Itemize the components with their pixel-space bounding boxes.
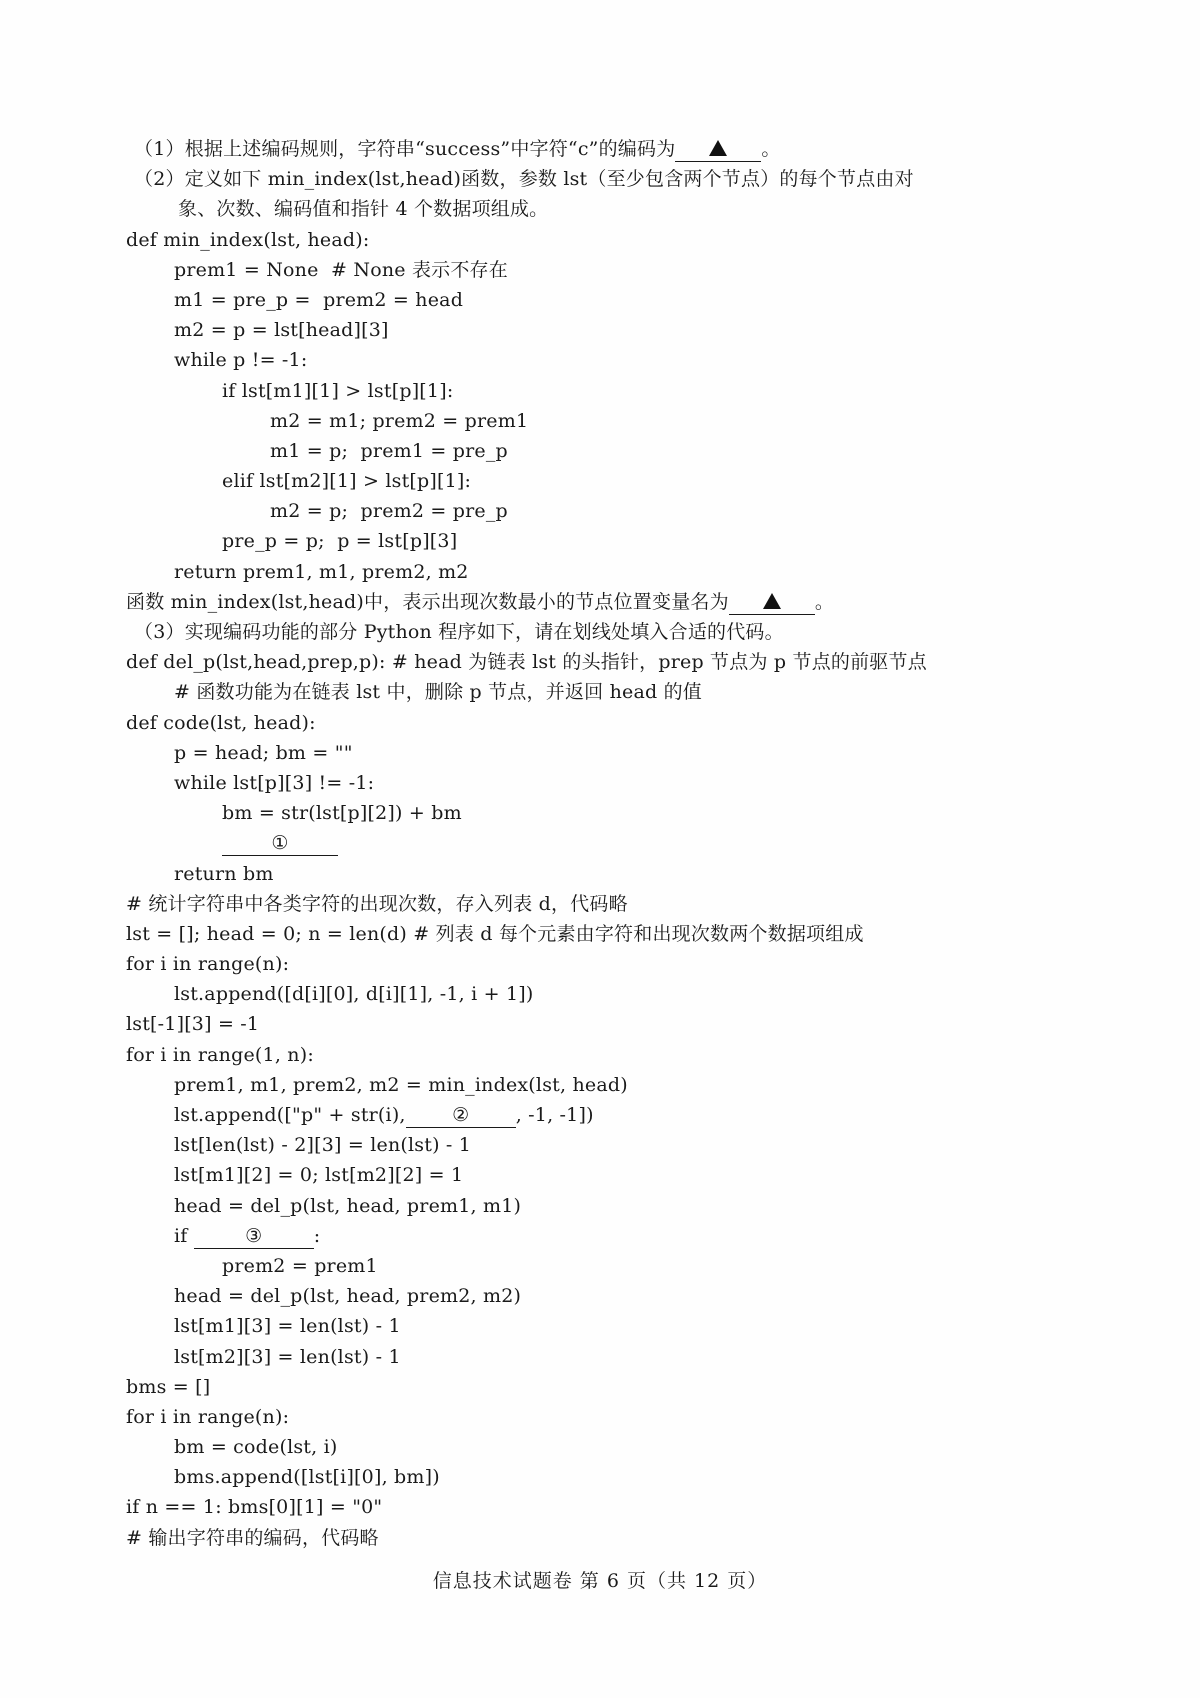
answer-blank-3[interactable] <box>194 1224 314 1249</box>
question-1 <box>126 134 1126 164</box>
code-line: pre_p = p; p = lst[p][3] <box>222 530 458 553</box>
code-line: for i in range(1, n): <box>126 1043 314 1066</box>
code-line: # 统计字符串中各类字符的出现次数，存入列表 d，代码略 <box>126 892 628 915</box>
code-line: p = head; bm = "" <box>174 741 353 764</box>
question-2-answer-end: 。 <box>814 590 835 613</box>
question-2-line-2: 象、次数、编码值和指针 4 个数据项组成。 <box>178 198 549 221</box>
code-line: lst = []; head = 0; n = len(d) # 列表 d 每个元素由字符和出现次数两个数据项组成 <box>126 922 864 945</box>
answer-blank-2[interactable] <box>406 1103 516 1128</box>
code-fragment: , -1, -1]) <box>515 1104 594 1126</box>
code-line: # 函数功能为在链表 lst 中，删除 p 节点，并返回 head 的值 <box>174 681 702 704</box>
question-2-answer <box>126 587 1126 617</box>
code-line: for i in range(n): <box>126 1405 290 1428</box>
blank-number: ① <box>271 832 289 855</box>
code-line <box>126 1100 1126 1130</box>
code-line: lst[-1][3] = -1 <box>126 1013 260 1036</box>
code-fragment: : <box>313 1224 321 1247</box>
triangle-icon <box>709 140 727 156</box>
code-line: while p != -1: <box>174 349 308 372</box>
question-2-line-1: （2）定义如下 min_index(lst,head)函数，参数 lst（至少包含两个节点）的每个节点由对 <box>134 168 914 191</box>
blank-number: ② <box>452 1104 470 1126</box>
blank-number: ③ <box>245 1224 263 1247</box>
code-line: bms.append([lst[i][0], bm]) <box>174 1466 440 1489</box>
code-line: def min_index(lst, head): <box>126 228 370 251</box>
code-line: if lst[m1][1] > lst[p][1]: <box>222 379 454 402</box>
code-line: for i in range(n): <box>126 953 290 976</box>
code-line: while lst[p][3] != -1: <box>174 771 375 794</box>
answer-blank[interactable] <box>675 137 761 162</box>
code-line: if n == 1: bms[0][1] = "0" <box>126 1496 383 1519</box>
code-line <box>126 1221 1126 1251</box>
code-line: m1 = pre_p = prem2 = head <box>174 288 464 311</box>
code-fragment: lst.append(["p" + str(i), <box>174 1104 406 1126</box>
code-line: head = del_p(lst, head, prem1, m1) <box>174 1194 522 1217</box>
code-line: def code(lst, head): <box>126 711 316 734</box>
page-content <box>126 134 1126 1553</box>
question-1-end: 。 <box>761 138 781 160</box>
code-line: lst[m1][3] = len(lst) - 1 <box>174 1315 401 1338</box>
code-line: prem2 = prem1 <box>222 1254 378 1277</box>
code-line <box>126 828 1126 858</box>
question-1-text: （1）根据上述编码规则，字符串“success”中字符“c”的编码为 <box>134 138 676 160</box>
question-3-line-1: （3）实现编码功能的部分 Python 程序如下，请在划线处填入合适的代码。 <box>134 621 784 643</box>
code-line: lst.append([d[i][0], d[i][1], -1, i + 1]) <box>174 983 534 1006</box>
code-line: prem1, m1, prem2, m2 = min_index(lst, head) <box>174 1073 628 1096</box>
answer-blank-1[interactable] <box>222 831 338 856</box>
code-line: m2 = m1; prem2 = prem1 <box>270 409 529 432</box>
code-line: # 输出字符串的编码，代码略 <box>126 1526 379 1549</box>
code-line: bm = str(lst[p][2]) + bm <box>222 802 462 825</box>
code-line: bm = code(lst, i) <box>174 1436 338 1459</box>
code-line: m2 = p = lst[head][3] <box>174 319 389 342</box>
code-line: elif lst[m2][1] > lst[p][1]: <box>222 470 472 493</box>
page-footer: 信息技术试题卷 第 6 页（共 12 页） <box>432 1570 768 1592</box>
code-line: bms = [] <box>126 1375 211 1398</box>
code-line: return prem1, m1, prem2, m2 <box>174 560 469 583</box>
question-2-answer-text: 函数 min_index(lst,head)中，表示出现次数最小的节点位置变量名为 <box>126 590 729 613</box>
code-fragment: if <box>174 1224 188 1247</box>
code-line: m1 = p; prem1 = pre_p <box>270 439 508 462</box>
code-line: return bm <box>174 862 274 885</box>
answer-blank[interactable] <box>729 590 815 615</box>
code-line: lst[m2][3] = len(lst) - 1 <box>174 1345 401 1368</box>
code-line: m2 = p; prem2 = pre_p <box>270 500 508 523</box>
code-line: def del_p(lst,head,prep,p): # head 为链表 lst 的头指针，prep 节点为 p 节点的前驱节点 <box>126 651 927 674</box>
code-line: lst[m1][2] = 0; lst[m2][2] = 1 <box>174 1164 464 1187</box>
triangle-icon <box>763 593 781 609</box>
code-line: prem1 = None # None 表示不存在 <box>174 258 508 281</box>
code-line: lst[len(lst) - 2][3] = len(lst) - 1 <box>174 1134 472 1157</box>
code-line: head = del_p(lst, head, prem2, m2) <box>174 1285 522 1308</box>
